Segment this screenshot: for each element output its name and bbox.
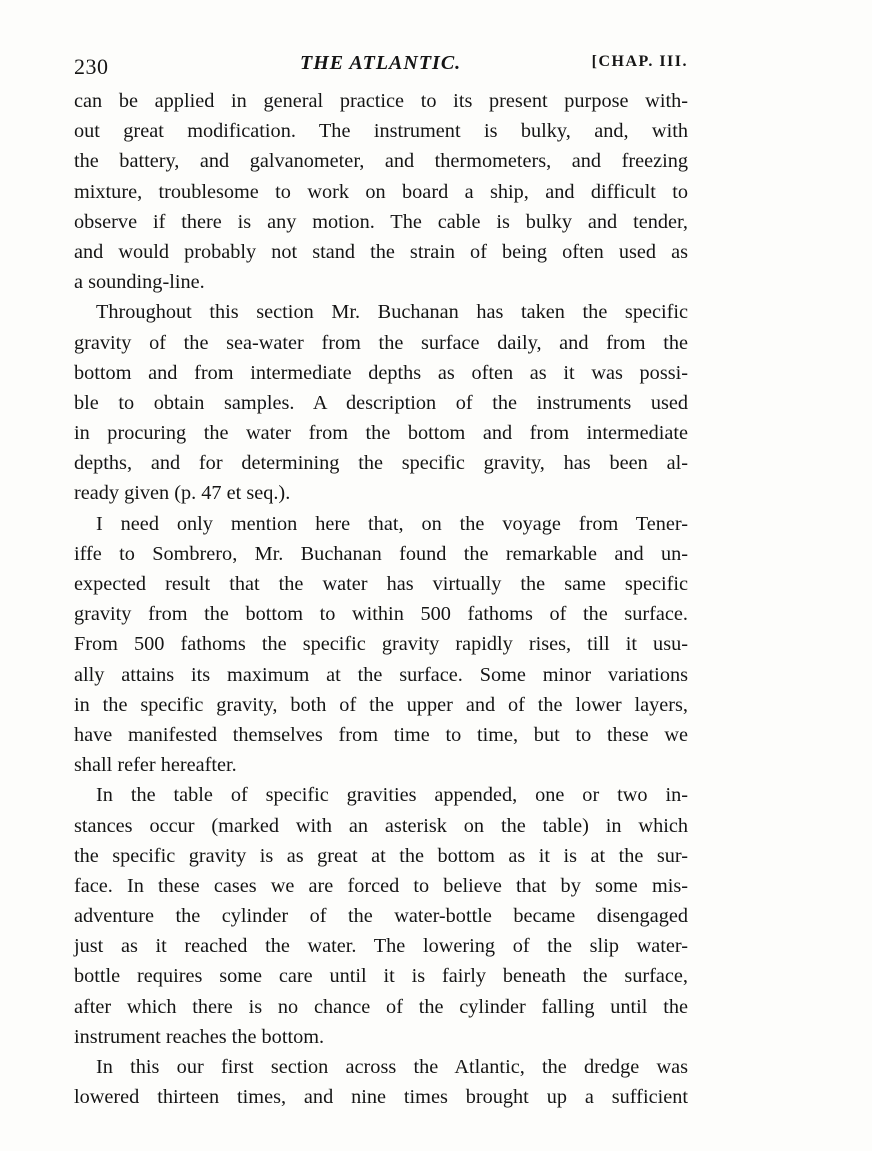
text-line: gravity from the bottom to within 500 fathoms of the surface. [74, 603, 688, 626]
text-line: adventure the cylinder of the water-bottle became disengaged [74, 905, 688, 928]
text-line: lowered thirteen times, and nine times brought up a sufficient [74, 1086, 688, 1109]
text-line: ready given (p. 47 et seq.). [74, 482, 291, 505]
text-line: and would probably not stand the strain of being often used as [74, 240, 688, 263]
text-line: in procuring the water from the bottom and from intermediate [74, 422, 688, 445]
text-line: iffe to Sombrero, Mr. Buchanan found the remarkable and un- [74, 542, 688, 565]
text-line: gravity of the sea-water from the surface daily, and from the [74, 331, 688, 354]
text-line: From 500 fathoms the specific gravity rapidly rises, till it usu- [74, 633, 688, 656]
text-line: out great modification. The instrument is bulky, and, with [74, 120, 688, 143]
text-line: observe if there is any motion. The cable is bulky and tender, [74, 210, 688, 233]
text-line: in the specific gravity, both of the upper and of the lower layers, [74, 693, 688, 716]
text-line: instrument reaches the bottom. [74, 1025, 325, 1048]
text-line: ble to obtain samples. A description of the instruments used [74, 391, 688, 414]
text-line: have manifested themselves from time to time, but to these we [74, 723, 688, 746]
text-line: I need only mention here that, on the voyage from Tener- [96, 512, 688, 535]
text-line: expected result that the water has virtually the same specific [74, 573, 688, 595]
text-line: the battery, and galvanometer, and thermometers, and freezing [74, 150, 688, 173]
text-line: after which there is no chance of the cylinder falling until the [74, 995, 688, 1018]
text-line: In the table of specific gravities appended, one or two in- [96, 784, 688, 807]
text-line: a sounding-line. [74, 271, 205, 294]
running-title: THE ATLANTIC. [300, 52, 462, 74]
text-line: Throughout this section Mr. Buchanan has taken the specific [96, 301, 688, 324]
body-text [74, 86, 688, 1112]
text-line: can be applied in general practice to its present purpose with- [74, 90, 688, 112]
running-head [74, 48, 696, 82]
text-line: stances occur (marked with an asterisk on the table) in which [74, 814, 688, 837]
text-line: face. In these cases we are forced to believe that by some mis- [74, 874, 688, 897]
page-number: 230 [74, 54, 109, 79]
chapter-reference: [CHAP. III. [591, 53, 688, 70]
text-line: the specific gravity is as great at the bottom as it is at the sur- [74, 844, 688, 867]
text-line: ally attains its maximum at the surface. Some minor variations [74, 663, 688, 686]
text-line: depths, and for determining the specific gravity, has been al- [74, 452, 688, 475]
text-line: mixture, troublesome to work on board a ship, and difficult to [74, 180, 688, 203]
text-line: In this our first section across the Atlantic, the dredge was [96, 1056, 688, 1078]
text-line: bottle requires some care until it is fairly beneath the surface, [74, 965, 688, 988]
text-line: shall refer hereafter. [74, 754, 237, 777]
text-line: bottom and from intermediate depths as often as it was possi- [74, 361, 688, 384]
text-line: just as it reached the water. The lowering of the slip water- [74, 935, 688, 958]
